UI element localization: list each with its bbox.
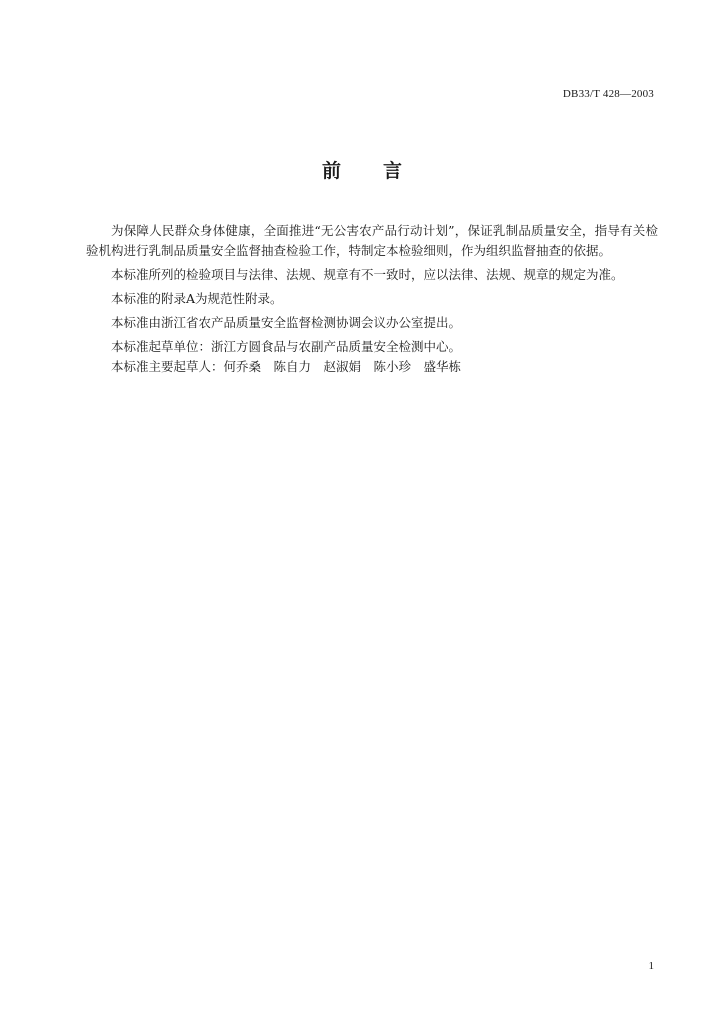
paragraph-proposer: 本标准由浙江省农产品质量安全监督检测协调会议办公室提出。 xyxy=(111,315,462,330)
paragraph-drafting-unit: 本标准起草单位：浙江方圆食品与农副产品质量安全检测中心。 xyxy=(111,339,462,354)
paragraph-drafters: 本标准主要起草人：何乔桑 陈自力 赵淑娟 陈小珍 盛华栋 xyxy=(111,359,462,374)
standard-code: DB33/T 428—2003 xyxy=(562,88,654,100)
preface-body xyxy=(86,221,658,377)
paragraph-legal-precedence: 本标准所列的检验项目与法律、法规、规章有不一致时，应以法律、法规、规章的规定为准。 xyxy=(111,267,624,282)
section-title: 前言 xyxy=(321,160,444,182)
paragraph-purpose: 为保障人民群众身体健康，全面推进“无公害农产品行动计划”，保证乳制品质量安全，指导有关检验机构进行乳制品质量安全监督抽查检验工作，特制定本检验细则，作为组织监督抽查的依据。 xyxy=(86,223,658,258)
paragraph-appendix: 本标准的附录A为规范性附录。 xyxy=(111,291,283,306)
page-number: 1 xyxy=(648,960,654,972)
